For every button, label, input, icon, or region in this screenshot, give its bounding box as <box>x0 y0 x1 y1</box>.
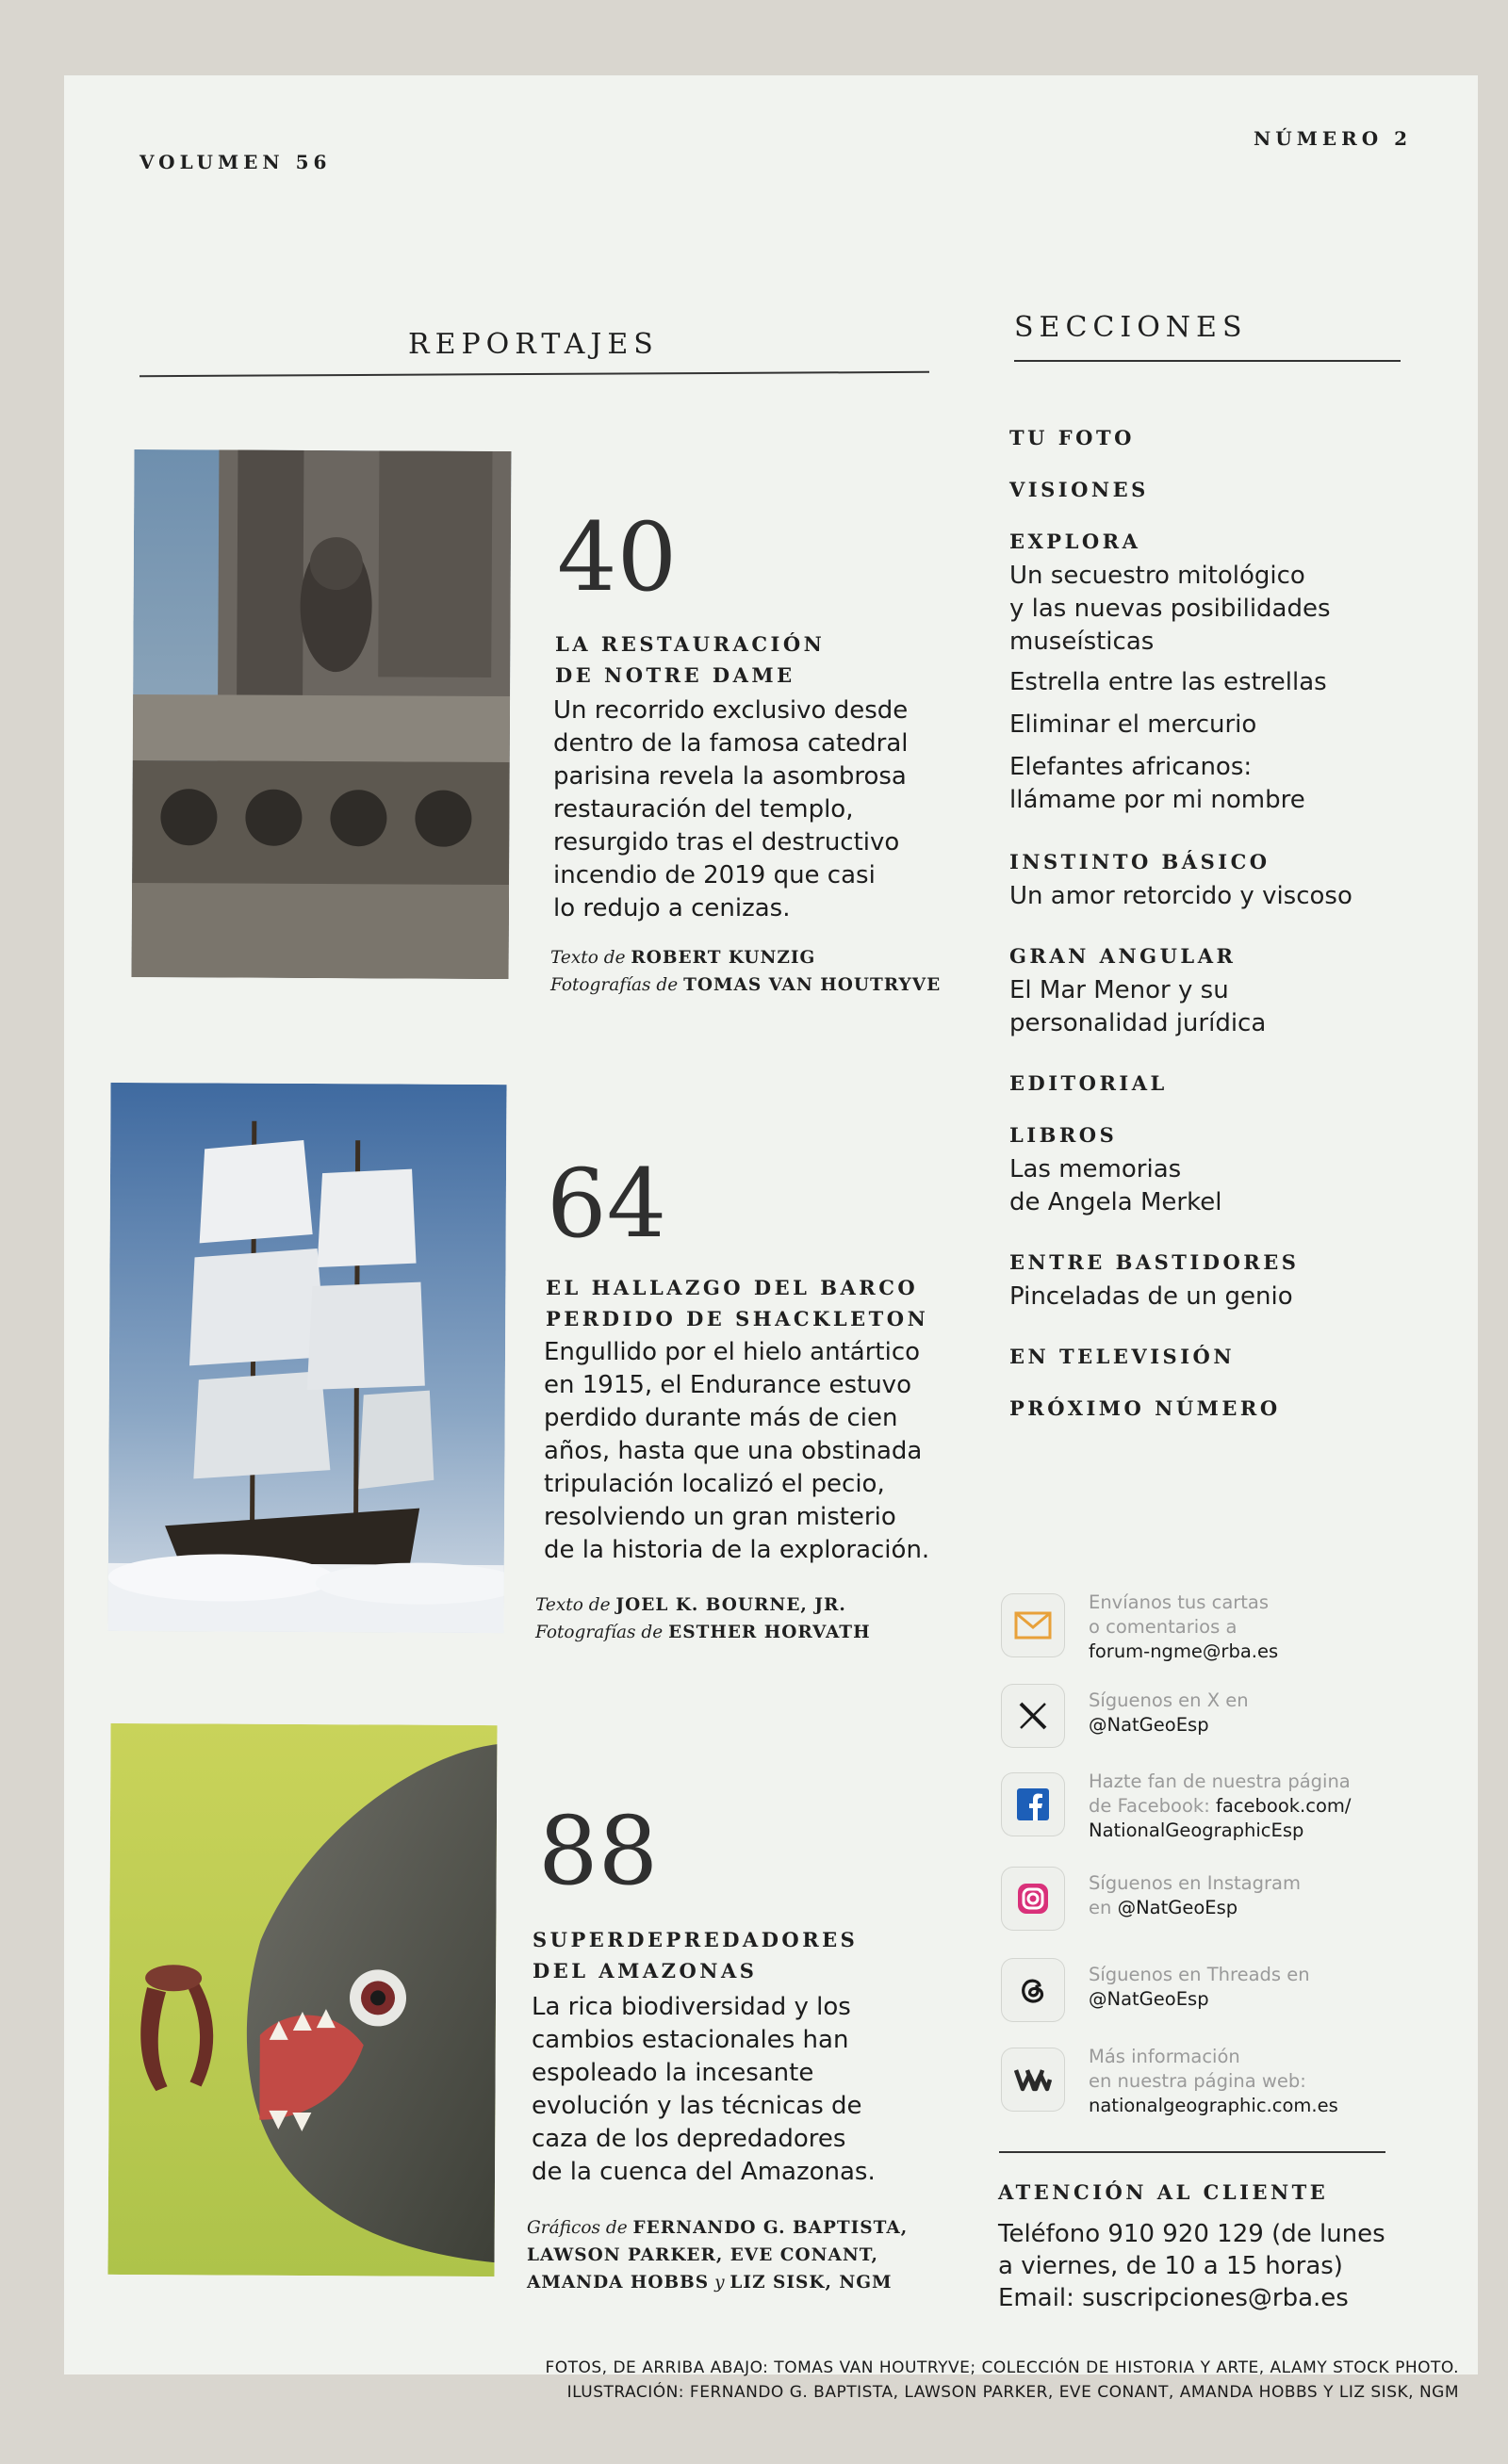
x-icon <box>1002 1685 1064 1747</box>
reportajes-heading: REPORTAJES <box>408 328 659 361</box>
web-icon <box>1002 2048 1064 2111</box>
desc-line: La rica biodiversidad y los <box>532 1993 851 2021</box>
credit-name: ESTHER HORVATH <box>668 1623 871 1642</box>
item-line: Un secuestro mitológico <box>1009 562 1305 590</box>
section-instinto-basico[interactable] <box>1009 848 1443 913</box>
article-credit-amazonas <box>527 2214 908 2296</box>
reportajes-rule <box>139 371 929 377</box>
credit-join: y <box>714 2273 725 2293</box>
contact-value[interactable]: @NatGeoEsp <box>1089 1988 1209 2010</box>
article-page-40[interactable]: 40 <box>557 502 678 612</box>
photo-credits <box>0 2356 1459 2405</box>
contact-text <box>1089 1591 1428 1664</box>
item-line: llámame por mi nombre <box>1009 786 1305 814</box>
contact-value[interactable]: nationalgeographic.com.es <box>1089 2095 1338 2116</box>
credit-name: AMANDA HOBBS <box>527 2273 710 2293</box>
contact-line: Síguenos en Threads en <box>1089 1964 1310 1985</box>
title-line: SUPERDEPREDADORES <box>533 1928 859 1951</box>
article-title-shackleton[interactable] <box>546 1272 928 1334</box>
contact-line: Más información <box>1089 2046 1240 2067</box>
customer-email[interactable]: Email: suscripciones@rba.es <box>998 2284 1349 2312</box>
title-line: LA RESTAURACIÓN <box>555 632 826 656</box>
volume-label: VOLUMEN 56 <box>139 151 332 173</box>
section-item[interactable] <box>1009 1153 1443 1219</box>
section-proximo-numero[interactable] <box>1009 1395 1443 1423</box>
section-title: EXPLORA <box>1009 530 1141 553</box>
customer-rule <box>999 2151 1385 2153</box>
item-line: de Angela Merkel <box>1009 1188 1222 1216</box>
contact-line: o comentarios a <box>1089 1616 1238 1638</box>
contact-value[interactable]: @NatGeoEsp <box>1089 1714 1209 1736</box>
contact-value[interactable]: @NatGeoEsp <box>1117 1897 1238 1918</box>
desc-line: años, hasta que una obstinada <box>544 1437 923 1465</box>
section-title: INSTINTO BÁSICO <box>1009 850 1270 873</box>
section-entre-bastidores[interactable] <box>1009 1248 1443 1314</box>
contact-line: de Facebook: <box>1089 1795 1210 1817</box>
item-line: El Mar Menor y su <box>1009 976 1229 1004</box>
desc-line: restauración del templo, <box>553 795 854 824</box>
desc-line: perdido durante más de cien <box>544 1404 898 1432</box>
credit-label: Texto de <box>550 948 626 968</box>
section-title: GRAN ANGULAR <box>1009 944 1237 968</box>
credit-name: JOEL K. BOURNE, JR. <box>615 1595 846 1615</box>
contact-web[interactable] <box>1002 2045 1417 2120</box>
contact-value[interactable]: facebook.com/ <box>1215 1795 1352 1817</box>
desc-line: resurgido tras el destructivo <box>553 828 900 857</box>
title-line: DEL AMAZONAS <box>533 1959 758 1983</box>
endurance-ship-photo <box>107 1083 506 1633</box>
article-desc-shackleton <box>544 1336 929 1567</box>
customer-hours: a viernes, de 10 a 15 horas) <box>998 2252 1343 2280</box>
credit-label: Fotografías de <box>535 1623 664 1642</box>
contact-text <box>1089 1963 1428 2012</box>
desc-line: resolviendo un gran misterio <box>544 1503 896 1531</box>
contact-x[interactable] <box>1002 1681 1417 1756</box>
section-item[interactable] <box>1009 751 1443 817</box>
section-gran-angular[interactable] <box>1009 942 1443 1040</box>
notre-dame-photo <box>132 449 512 979</box>
title-line: EL HALLAZGO DEL BARCO <box>546 1276 919 1299</box>
customer-details <box>998 2218 1441 2314</box>
desc-line: lo redujo a cenizas. <box>553 894 791 922</box>
credit-name: FERNANDO G. BAPTISTA, <box>632 2218 909 2238</box>
desc-line: cambios estacionales han <box>532 2026 849 2054</box>
section-title: PRÓXIMO NÚMERO <box>1009 1396 1281 1420</box>
section-editorial[interactable] <box>1009 1069 1443 1098</box>
desc-line: parisina revela la asombrosa <box>553 762 907 791</box>
section-title: EN TELEVISIÓN <box>1009 1345 1236 1368</box>
item-line: y las nuevas posibilidades <box>1009 595 1331 623</box>
piranha-illustration <box>107 1723 497 2276</box>
section-item[interactable] <box>1009 560 1443 659</box>
desc-line: incendio de 2019 que casi <box>553 861 876 889</box>
section-item[interactable] <box>1009 974 1443 1040</box>
credit-name: LIZ SISK, NGM <box>729 2273 893 2293</box>
customer-phone[interactable]: Teléfono 910 920 129 (de lunes <box>998 2220 1385 2248</box>
credit-label: Texto de <box>535 1595 611 1615</box>
section-item[interactable]: Pinceladas de un genio <box>1009 1282 1293 1311</box>
contact-line: Síguenos en Instagram <box>1089 1872 1301 1894</box>
credit-label: Fotografías de <box>550 975 679 995</box>
contact-text <box>1089 1770 1428 1843</box>
desc-line: espoleado la incesante <box>532 2059 814 2087</box>
section-item[interactable]: Estrella entre las estrellas <box>1009 668 1327 696</box>
article-credit-shackleton <box>535 1591 871 1646</box>
contact-value[interactable]: NationalGeographicEsp <box>1089 1819 1304 1841</box>
title-line: PERDIDO DE SHACKLETON <box>546 1307 929 1330</box>
mail-icon <box>1002 1594 1064 1656</box>
desc-line: en 1915, el Endurance estuvo <box>544 1371 911 1399</box>
article-desc-amazonas <box>532 1991 876 2189</box>
contact-text <box>1089 2045 1428 2118</box>
contact-value[interactable]: forum-ngme@rba.es <box>1089 1640 1279 1662</box>
contact-instagram[interactable] <box>1002 1864 1417 1939</box>
desc-line: Un recorrido exclusivo desde <box>553 696 909 725</box>
section-tu-foto[interactable] <box>1009 424 1443 452</box>
facebook-icon <box>1002 1773 1064 1836</box>
contact-text <box>1089 1689 1428 1738</box>
section-title: ENTRE BASTIDORES <box>1009 1250 1300 1274</box>
desc-line: de la cuenca del Amazonas. <box>532 2158 876 2186</box>
customer-title: ATENCIÓN AL CLIENTE <box>998 2180 1329 2204</box>
desc-line: Engullido por el hielo antártico <box>544 1338 921 1366</box>
contact-threads[interactable] <box>1002 1955 1417 2031</box>
contact-line: en <box>1089 1897 1112 1918</box>
contact-facebook[interactable] <box>1002 1770 1417 1845</box>
section-visiones[interactable] <box>1009 476 1443 504</box>
item-line: museísticas <box>1009 628 1155 656</box>
desc-line: caza de los depredadores <box>532 2125 846 2153</box>
contact-line: Hazte fan de nuestra página <box>1089 1770 1351 1792</box>
title-line: DE NOTRE DAME <box>555 663 795 687</box>
contact-line: Envíanos tus cartas <box>1089 1591 1270 1613</box>
section-title: TU FOTO <box>1009 426 1135 449</box>
item-line: Elefantes africanos: <box>1009 753 1253 781</box>
photo-credit-line: ILUSTRACIÓN: FERNANDO G. BAPTISTA, LAWSON PARKER, EVE CONANT, AMANDA HOBBS Y LIZ SISK, NGM <box>566 2383 1459 2402</box>
article-title-amazonas[interactable] <box>533 1924 858 1986</box>
contact-line: en nuestra página web: <box>1089 2070 1306 2092</box>
instagram-icon <box>1002 1868 1064 1930</box>
section-item[interactable]: Un amor retorcido y viscoso <box>1009 882 1352 910</box>
photo-credit-line: FOTOS, DE ARRIBA ABAJO: TOMAS VAN HOUTRYVE; COLECCIÓN DE HISTORIA Y ARTE, ALAMY STOCK PHOTO. <box>545 2358 1459 2377</box>
section-title: LIBROS <box>1009 1123 1118 1147</box>
contact-line: Síguenos en X en <box>1089 1689 1249 1711</box>
desc-line: tripulación localizó el pecio, <box>544 1470 885 1498</box>
contact-mail[interactable] <box>1002 1591 1417 1666</box>
threads-icon <box>1002 1959 1064 2021</box>
item-line: personalidad jurídica <box>1009 1009 1267 1037</box>
issue-number: NÚMERO 2 <box>1253 127 1412 150</box>
credit-name: LAWSON PARKER, EVE CONANT, <box>527 2245 878 2265</box>
section-libros[interactable] <box>1009 1121 1443 1219</box>
section-en-television[interactable] <box>1009 1343 1443 1371</box>
section-title: VISIONES <box>1009 478 1149 501</box>
article-page-64[interactable]: 64 <box>547 1149 667 1259</box>
magazine-contents-page <box>64 75 1478 2374</box>
section-explora[interactable] <box>1009 528 1443 817</box>
credit-name: TOMAS VAN HOUTRYVE <box>683 975 942 995</box>
desc-line: de la historia de la exploración. <box>544 1536 930 1564</box>
desc-line: evolución y las técnicas de <box>532 2092 862 2120</box>
secciones-rule <box>1014 360 1401 362</box>
credit-name: ROBERT KUNZIG <box>631 948 816 968</box>
item-line: Las memorias <box>1009 1155 1182 1183</box>
desc-line: dentro de la famosa catedral <box>553 729 909 758</box>
article-desc-notre-dame <box>553 694 908 925</box>
secciones-heading: SECCIONES <box>1014 311 1248 344</box>
contact-text <box>1089 1871 1428 1920</box>
credit-label: Gráficos de <box>527 2218 628 2238</box>
article-credit-notre-dame <box>550 944 941 999</box>
customer-service <box>998 2178 1441 2314</box>
section-item[interactable]: Eliminar el mercurio <box>1009 710 1257 739</box>
article-page-88[interactable]: 88 <box>538 1796 659 1906</box>
article-title-notre-dame[interactable] <box>555 628 825 691</box>
section-title: EDITORIAL <box>1009 1071 1168 1095</box>
